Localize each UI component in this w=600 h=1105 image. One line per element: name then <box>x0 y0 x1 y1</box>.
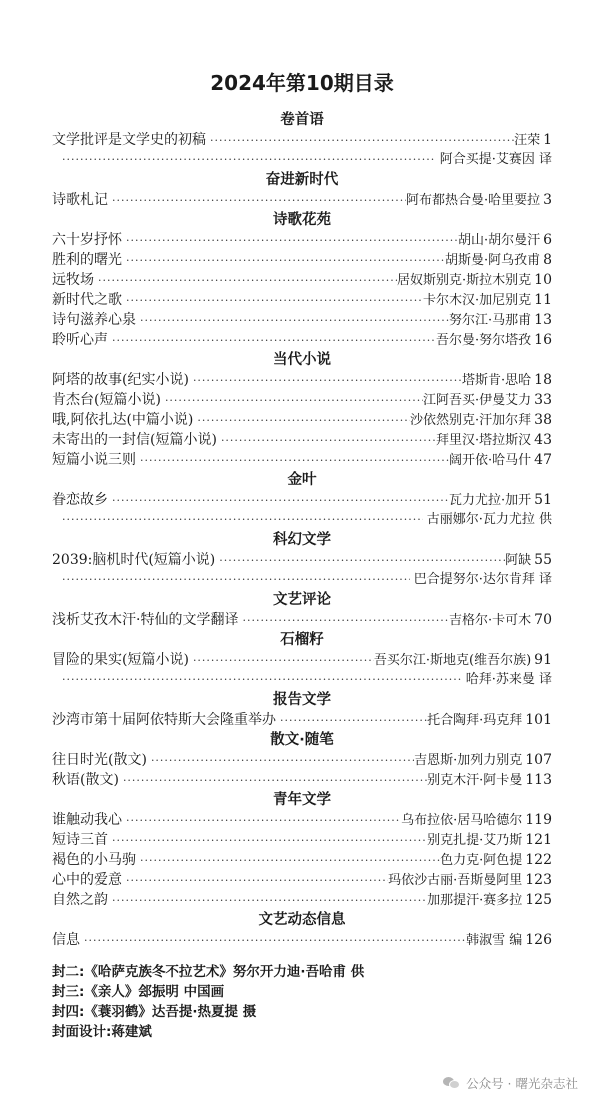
section-heading: 科幻文学 <box>273 532 331 548</box>
entry-author: 玛依沙古丽·吾斯曼阿里 <box>388 873 523 888</box>
entry-page: 113 <box>525 772 552 788</box>
entry-author: 吉恩斯·加列力别克 <box>414 753 523 768</box>
entry-author: 塔斯肯·思哈 <box>462 373 532 388</box>
dot-leader <box>122 231 458 251</box>
entry-translator: 哈拜·苏来曼 译 <box>465 672 552 687</box>
entry-title: 诗句滋养心泉 <box>52 312 136 328</box>
watermark-text: 公众号 · 曙光杂志社 <box>466 1076 578 1091</box>
entry-page: 33 <box>534 392 552 408</box>
entry-author: 汪荣 <box>514 133 541 148</box>
entry-page: 11 <box>534 292 552 308</box>
entry-title: 哦,阿依扎达(中篇小说) <box>52 412 194 428</box>
credit-line: 封四:《蓑羽鹤》达吾提·热夏提 摄 <box>52 1004 257 1020</box>
toc-entry-translator-line <box>52 570 552 590</box>
entry-author: 阿缺 <box>505 553 532 568</box>
wechat-icon <box>443 1076 460 1090</box>
toc-entry <box>52 310 552 330</box>
section-heading: 当代小说 <box>273 352 331 368</box>
toc-entry <box>52 870 552 890</box>
toc-entry <box>52 430 552 450</box>
dot-leader <box>80 931 466 951</box>
section-heading: 报告文学 <box>273 692 331 708</box>
entry-page: 125 <box>525 892 552 908</box>
toc-entry <box>52 330 552 350</box>
entry-page: 16 <box>534 332 552 348</box>
entry-title: 心中的爱意 <box>52 872 122 888</box>
entry-author: 加那提汗·赛多拉 <box>427 893 523 908</box>
section-heading: 青年文学 <box>273 792 331 808</box>
entry-author: 吾尔曼·努尔塔孜 <box>436 333 532 348</box>
entry-page: 8 <box>543 252 552 268</box>
credit-line: 封三:《亲人》郐振明 中国画 <box>52 984 225 1000</box>
entry-author: 吾买尔江·斯地克(维吾尔族) <box>373 653 532 668</box>
toc-entry <box>52 490 552 510</box>
toc-entry-translator-line <box>52 670 552 690</box>
dot-leader <box>122 811 401 831</box>
entry-author: 阿布都热合曼·哈里要拉 <box>405 193 541 208</box>
entry-title: 褐色的小马驹 <box>52 852 136 868</box>
entry-title: 六十岁抒怀 <box>52 232 122 248</box>
toc-entry-translator-line <box>52 150 552 170</box>
entry-page: 1 <box>543 132 552 148</box>
dot-leader <box>147 751 414 771</box>
entry-author: 阔开依·哈马什 <box>449 453 532 468</box>
entry-title: 未寄出的一封信(短篇小说) <box>52 432 217 448</box>
entry-page: 55 <box>534 552 552 568</box>
entry-title: 自然之韵 <box>52 892 108 908</box>
entry-title: 诗歌札记 <box>52 192 108 208</box>
toc-list <box>52 110 552 950</box>
dot-leader <box>108 831 427 851</box>
page-title: 2024年第10期目录 <box>210 71 394 95</box>
toc-entry <box>52 830 552 850</box>
section-heading: 文艺评论 <box>273 592 331 608</box>
dot-leader <box>206 131 514 151</box>
dot-leader <box>108 891 427 911</box>
entry-page: 121 <box>525 832 552 848</box>
entry-title: 眷恋故乡 <box>52 492 108 508</box>
section-heading: 金叶 <box>287 472 317 488</box>
dot-leader <box>238 611 449 631</box>
dot-leader <box>136 311 449 331</box>
section-heading: 石榴籽 <box>280 632 324 648</box>
entry-title: 秋语(散文) <box>52 772 119 788</box>
entry-title: 新时代之歌 <box>52 292 122 308</box>
dot-leader <box>122 251 445 271</box>
toc-entry <box>52 930 552 950</box>
dot-leader <box>189 371 462 391</box>
toc-entry <box>52 710 552 730</box>
entry-title: 文学批评是文学史的初稿 <box>52 132 206 148</box>
toc-entry <box>52 130 552 150</box>
entry-author: 胡斯曼·阿乌孜甫 <box>444 253 541 268</box>
dot-leader <box>108 491 449 511</box>
dot-leader <box>276 711 427 731</box>
dot-leader <box>136 451 449 471</box>
entry-translator: 阿合买提·艾赛因 译 <box>439 152 552 167</box>
entry-page: 119 <box>525 812 552 828</box>
dot-leader <box>108 331 436 351</box>
entry-page: 18 <box>534 372 552 388</box>
entry-page: 10 <box>534 272 552 288</box>
entry-title: 浅析艾孜木汗·特仙的文学翻译 <box>52 612 239 628</box>
section-heading: 卷首语 <box>280 112 324 128</box>
entry-page: 123 <box>525 872 552 888</box>
toc-entry <box>52 850 552 870</box>
entry-page: 107 <box>525 752 552 768</box>
entry-author: 色力克·阿色提 <box>440 853 523 868</box>
toc-entry <box>52 190 552 210</box>
entry-page: 91 <box>534 652 552 668</box>
toc-entry <box>52 390 552 410</box>
toc-entry <box>52 610 552 630</box>
section-heading: 诗歌花苑 <box>273 212 331 228</box>
dot-leader <box>189 651 374 671</box>
toc-entry <box>52 890 552 910</box>
watermark <box>443 1073 578 1093</box>
entry-title: 2039:脑机时代(短篇小说) <box>52 552 216 568</box>
entry-title: 谁触动我心 <box>52 812 122 828</box>
entry-author: 乌布拉依·居马哈德尔 <box>401 813 523 828</box>
dot-leader <box>52 510 423 530</box>
entry-page: 6 <box>543 232 552 248</box>
toc-entry <box>52 550 552 570</box>
toc-entry <box>52 370 552 390</box>
entry-page: 70 <box>534 612 552 628</box>
toc-entry <box>52 770 552 790</box>
entry-page: 47 <box>534 452 552 468</box>
toc-entry <box>52 810 552 830</box>
entry-author: 别克木汗·阿卡曼 <box>427 773 523 788</box>
cover-credits <box>52 962 552 1042</box>
entry-page: 101 <box>525 712 552 728</box>
entry-author: 卡尔木汉·加尼别克 <box>423 293 532 308</box>
entry-author: 沙依然别克·汗加尔拜 <box>410 413 532 428</box>
dot-leader <box>94 271 397 291</box>
entry-translator: 巴合提努尔·达尔肯拜 译 <box>413 572 552 587</box>
entry-author: 托合陶拜·玛克拜 <box>427 713 523 728</box>
entry-page: 13 <box>534 312 552 328</box>
section-heading: 奋进新时代 <box>265 172 339 188</box>
entry-page: 43 <box>534 432 552 448</box>
section-heading: 散文·随笔 <box>270 732 334 748</box>
entry-author: 江阿吾买·伊曼艾力 <box>423 393 532 408</box>
credit-line: 封面设计:蒋建斌 <box>52 1024 152 1040</box>
entry-title: 沙湾市第十届阿依特斯大会隆重举办 <box>52 712 276 728</box>
entry-author: 韩淑雪 编 <box>466 933 523 948</box>
entry-author: 吉格尔·卡可木 <box>449 613 532 628</box>
dot-leader <box>122 871 388 891</box>
dot-leader <box>215 551 505 571</box>
entry-title: 冒险的果实(短篇小说) <box>52 652 189 668</box>
entry-page: 126 <box>525 932 552 948</box>
toc-entry <box>52 450 552 470</box>
entry-title: 信息 <box>52 932 80 948</box>
dot-leader <box>161 391 423 411</box>
entry-page: 122 <box>525 852 552 868</box>
entry-page: 38 <box>534 412 552 428</box>
entry-title: 往日时光(散文) <box>52 752 147 768</box>
credit-line: 封二:《哈萨克族冬不拉艺术》努尔开力迪·吾哈甫 供 <box>52 964 365 980</box>
entry-author: 居奴斯别克·斯拉木别克 <box>397 273 532 288</box>
entry-title: 胜利的曙光 <box>52 252 122 268</box>
toc-entry <box>52 230 552 250</box>
toc-entry <box>52 650 552 670</box>
entry-translator: 古丽娜尔·瓦力尤拉 供 <box>426 512 552 527</box>
entry-author: 胡山·胡尔曼汗 <box>457 233 541 248</box>
dot-leader <box>122 291 423 311</box>
dot-leader <box>193 411 410 431</box>
toc-entry <box>52 750 552 770</box>
dot-leader <box>52 150 436 170</box>
entry-author: 瓦力尤拉·加开 <box>449 493 532 508</box>
toc-entry <box>52 270 552 290</box>
dot-leader <box>136 851 440 871</box>
entry-title: 阿塔的故事(纪实小说) <box>52 372 189 388</box>
entry-title: 肯杰台(短篇小说) <box>52 392 161 408</box>
toc-entry <box>52 410 552 430</box>
entry-page: 3 <box>543 192 552 208</box>
toc-entry <box>52 250 552 270</box>
dot-leader <box>217 431 436 451</box>
dot-leader <box>52 570 410 590</box>
entry-title: 远牧场 <box>52 272 94 288</box>
dot-leader <box>52 670 462 690</box>
entry-author: 别克扎提·艾乃斯 <box>427 833 523 848</box>
toc-entry <box>52 290 552 310</box>
entry-title: 短篇小说三则 <box>52 452 136 468</box>
entry-title: 聆听心声 <box>52 332 108 348</box>
dot-leader <box>108 191 406 211</box>
toc-entry-translator-line <box>52 510 552 530</box>
entry-page: 51 <box>534 492 552 508</box>
entry-author: 拜里汉·塔拉斯汉 <box>436 433 532 448</box>
section-heading: 文艺动态信息 <box>258 912 346 928</box>
entry-author: 努尔江·马那甫 <box>449 313 532 328</box>
dot-leader <box>119 771 427 791</box>
entry-title: 短诗三首 <box>52 832 108 848</box>
